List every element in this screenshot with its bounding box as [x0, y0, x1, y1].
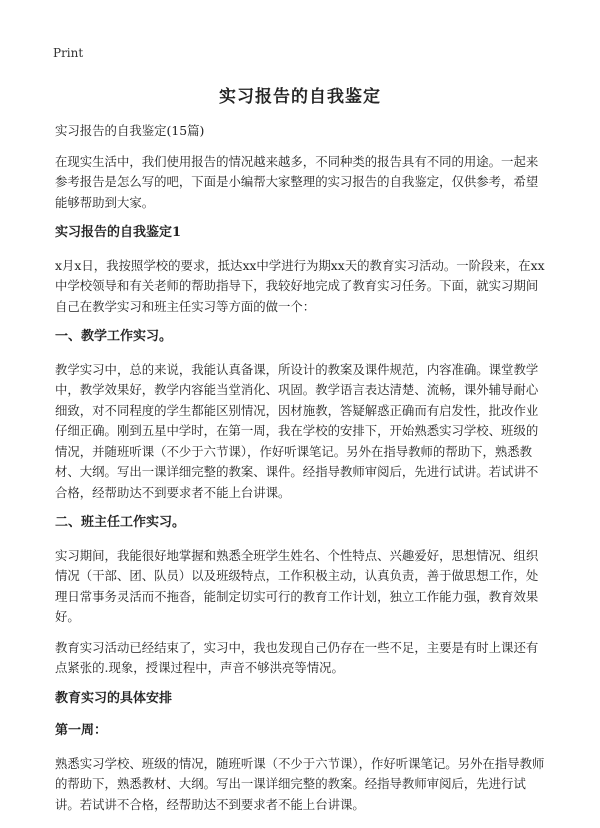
print-label: Print — [53, 46, 84, 60]
week1-paragraph: 熟悉实习学校、班级的情况，随班听课（不少于六节课），作好听课笔记。另外在指导教师的帮助下，熟悉教材、大纲。写出一课详细完整的教案。经指导教师审阅后，先进行试讲。若试讲不合格，经帮助达不到要求者不能上台讲课。 — [55, 755, 545, 812]
schedule-heading: 教育实习的具体安排 — [55, 690, 173, 706]
class-teacher-paragraph: 实习期间，我能很好地掌握和熟悉全班学生姓名、个性特点、兴趣爱好，思想情况、组织情况（干部、团、队员）以及班级特点，工作积极主动，认真负责，善于做思想工作，处理日常事务灵活而不拖沓，能制定切实可行的教育工作计划，独立工作能力强，教育效果好。 — [55, 547, 539, 624]
class-teacher-heading: 二、班主任工作实习。 — [55, 515, 186, 530]
document-body — [55, 121, 550, 825]
teaching-heading: 一、教学工作实习。 — [55, 329, 173, 344]
section-intro-paragraph: x月x日，我按照学校的要求，抵达xx中学进行为期xx天的教育实习活动。一阶段来，在xx中学校领导和有关老师的帮助指导下，我较好地完成了教育实习任务。下面，就实习期间自己在教学实习和班主任实习等方面的做一个： — [55, 257, 545, 314]
section-heading: 实习报告的自我鉴定1 — [55, 225, 182, 240]
teaching-paragraph: 教学实习中，总的来说，我能认真备课，所设计的教案及课件规范，内容准确。课堂教学中，教学效果好，教学内容能当堂消化、巩固。教学语言表达清楚、流畅，课外辅导耐心细致，对不同程度的学生都能区别情况，因材施教，答疑解惑正确而有启发性，批改作业仔细正确。刚到五星中学时，在第一周，我在学校的安排下，开始熟悉实习学校、班级的情况，并随班听课（不少于六节课），作好听课笔记。另外在指导教师的帮助下，熟悉教材、大纲。写出一课详细完整的教案、课件。经指导教师审阅后，先进行试讲。若试讲不合格，经帮助达不到要求者不能上台讲课。 — [55, 361, 539, 500]
document-subtitle: 实习报告的自我鉴定(15篇) — [55, 123, 205, 138]
intro-paragraph: 在现实生活中，我们使用报告的情况越来越多，不同种类的报告具有不同的用途。一起来参考报告是怎么写的吧，下面是小编帮大家整理的实习报告的自我鉴定，仅供参考，希望能够帮助到大家。 — [55, 153, 539, 210]
week1-heading: 第一周： — [55, 723, 108, 738]
page-title: 实习报告的自我鉴定 — [219, 87, 381, 107]
closing-paragraph: 教育实习活动已经结束了，实习中，我也发现自己仍存在一些不足，主要是有时上课还有点紧张的.现象，授课过程中，声音不够洪亮等情况。 — [55, 639, 539, 675]
